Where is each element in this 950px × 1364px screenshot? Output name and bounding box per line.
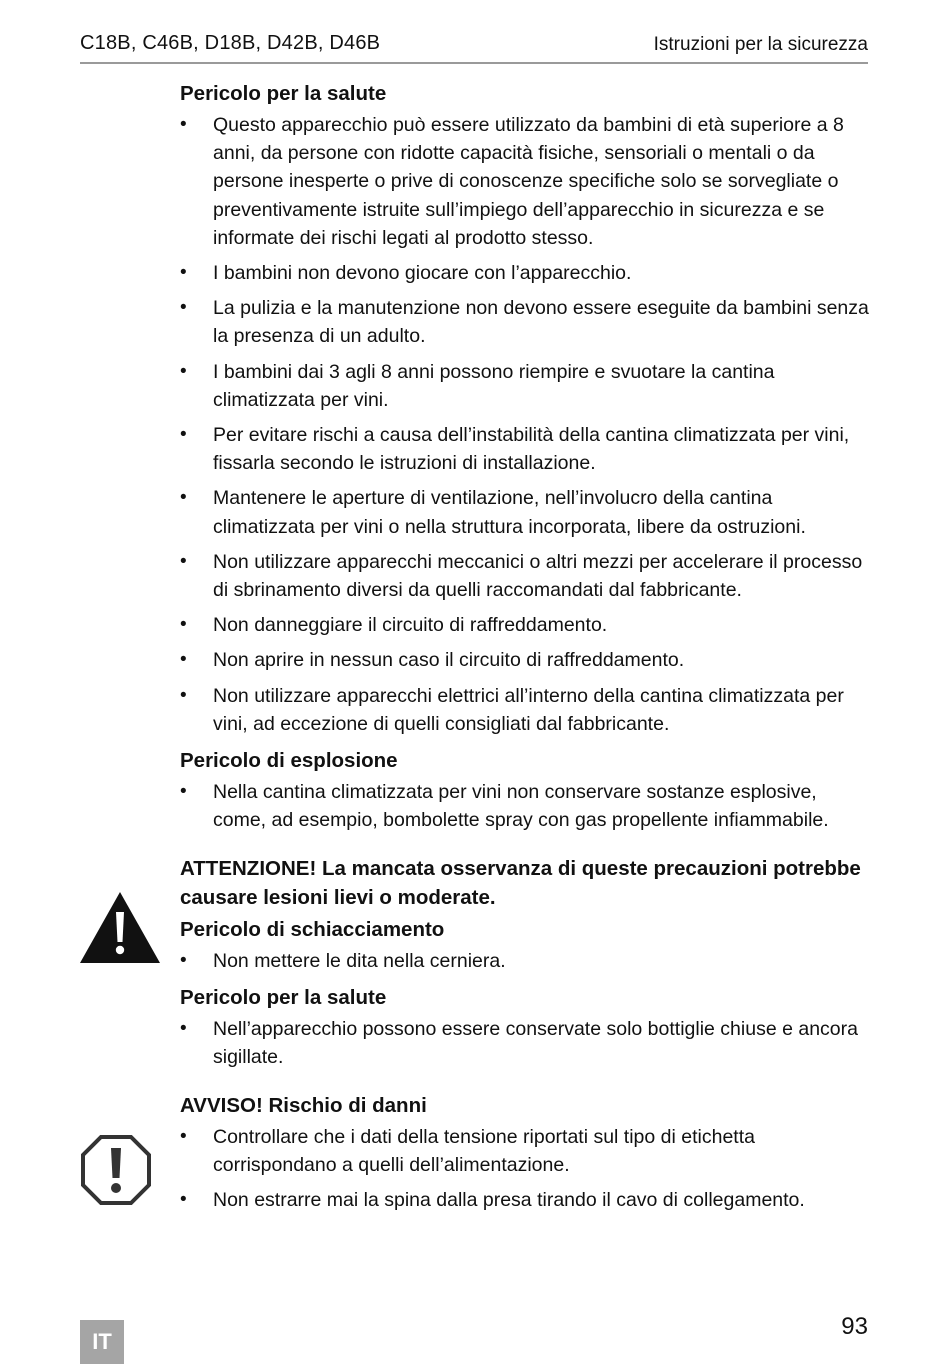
list-item: • Non mettere le dita nella cerniera.: [180, 947, 870, 975]
language-badge: IT: [80, 1320, 124, 1364]
section-title-explosion: Pericolo di esplosione: [180, 749, 398, 773]
page-header: [80, 30, 868, 64]
list-item: • Per evitare rischi a causa dell’instabilità della cantina climatizzata per vini, fissarla secondo le istruzioni di installazione.: [180, 421, 870, 477]
health-list: [180, 111, 870, 738]
header-section: Istruzioni per la sicurezza: [653, 34, 868, 55]
notice-octagon-icon: [80, 1134, 152, 1206]
list-item: • I bambini dai 3 agli 8 anni possono riempire e svuotare la cantina climatizzata per vini.: [180, 358, 870, 414]
explosion-list: [180, 778, 870, 834]
list-item: • Non estrarre mai la spina dalla presa tirando il cavo di collegamento.: [180, 1186, 870, 1214]
section-title-health-2: Pericolo per la salute: [180, 986, 387, 1010]
health-list-2: [180, 1015, 870, 1071]
page-number: 93: [841, 1313, 868, 1340]
section-title-crushing: Pericolo di schiacciamento: [180, 917, 445, 941]
section-title-health: Pericolo per la salute: [180, 82, 387, 105]
list-item: • Questo apparecchio può essere utilizzato da bambini di età superiore a 8 anni, da persone con ridotte capacità fisiche, sensoriali o mentali o da persone inesperte o prive di conoscenze specifiche solo se sorvegliate o preventivamente istruite sull’impiego dell’apparecchio in sicurezza e se informate dei rischi legati al prodotto stesso.: [180, 111, 870, 252]
list-item: • Non utilizzare apparecchi elettrici all’interno della cantina climatizzata per vini, ad eccezione di quelli consigliati dal fabbricante.: [180, 682, 870, 738]
notice-title: AVVISO! Rischio di danni: [180, 1094, 427, 1118]
notice-list: [180, 1123, 870, 1215]
caution-title: ATTENZIONE! La mancata osservanza di queste precauzioni potrebbe causare lesioni lievi o moderate.: [180, 857, 861, 909]
list-item: • Non danneggiare il circuito di raffreddamento.: [180, 611, 870, 639]
list-item: • Non aprire in nessun caso il circuito di raffreddamento.: [180, 646, 870, 674]
header-models: C18B, C46B, D18B, D42B, D46B: [80, 32, 381, 54]
list-item: • I bambini non devono giocare con l’apparecchio.: [180, 259, 870, 287]
main-content: [180, 78, 870, 1221]
list-item: • Nella cantina climatizzata per vini non conservare sostanze esplosive, come, ad esempio, bombolette spray con gas propellente infiammabile.: [180, 778, 870, 834]
warning-triangle-icon: [80, 892, 160, 964]
crushing-list: [180, 947, 870, 975]
list-item: • Mantenere le aperture di ventilazione, nell’involucro della cantina climatizzata per vini o nella struttura incorporata, libere da ostruzioni.: [180, 484, 870, 540]
list-item: • Non utilizzare apparecchi meccanici o altri mezzi per accelerare il processo di sbrinamento diversi da quelli raccomandati dal fabbricante.: [180, 548, 870, 604]
list-item: • Nell’apparecchio possono essere conservate solo bottiglie chiuse e ancora sigillate.: [180, 1015, 870, 1071]
list-item: • La pulizia e la manutenzione non devono essere eseguite da bambini senza la presenza di un adulto.: [180, 294, 870, 350]
list-item: • Controllare che i dati della tensione riportati sul tipo di etichetta corrispondano a quelli dell’alimentazione.: [180, 1123, 870, 1179]
